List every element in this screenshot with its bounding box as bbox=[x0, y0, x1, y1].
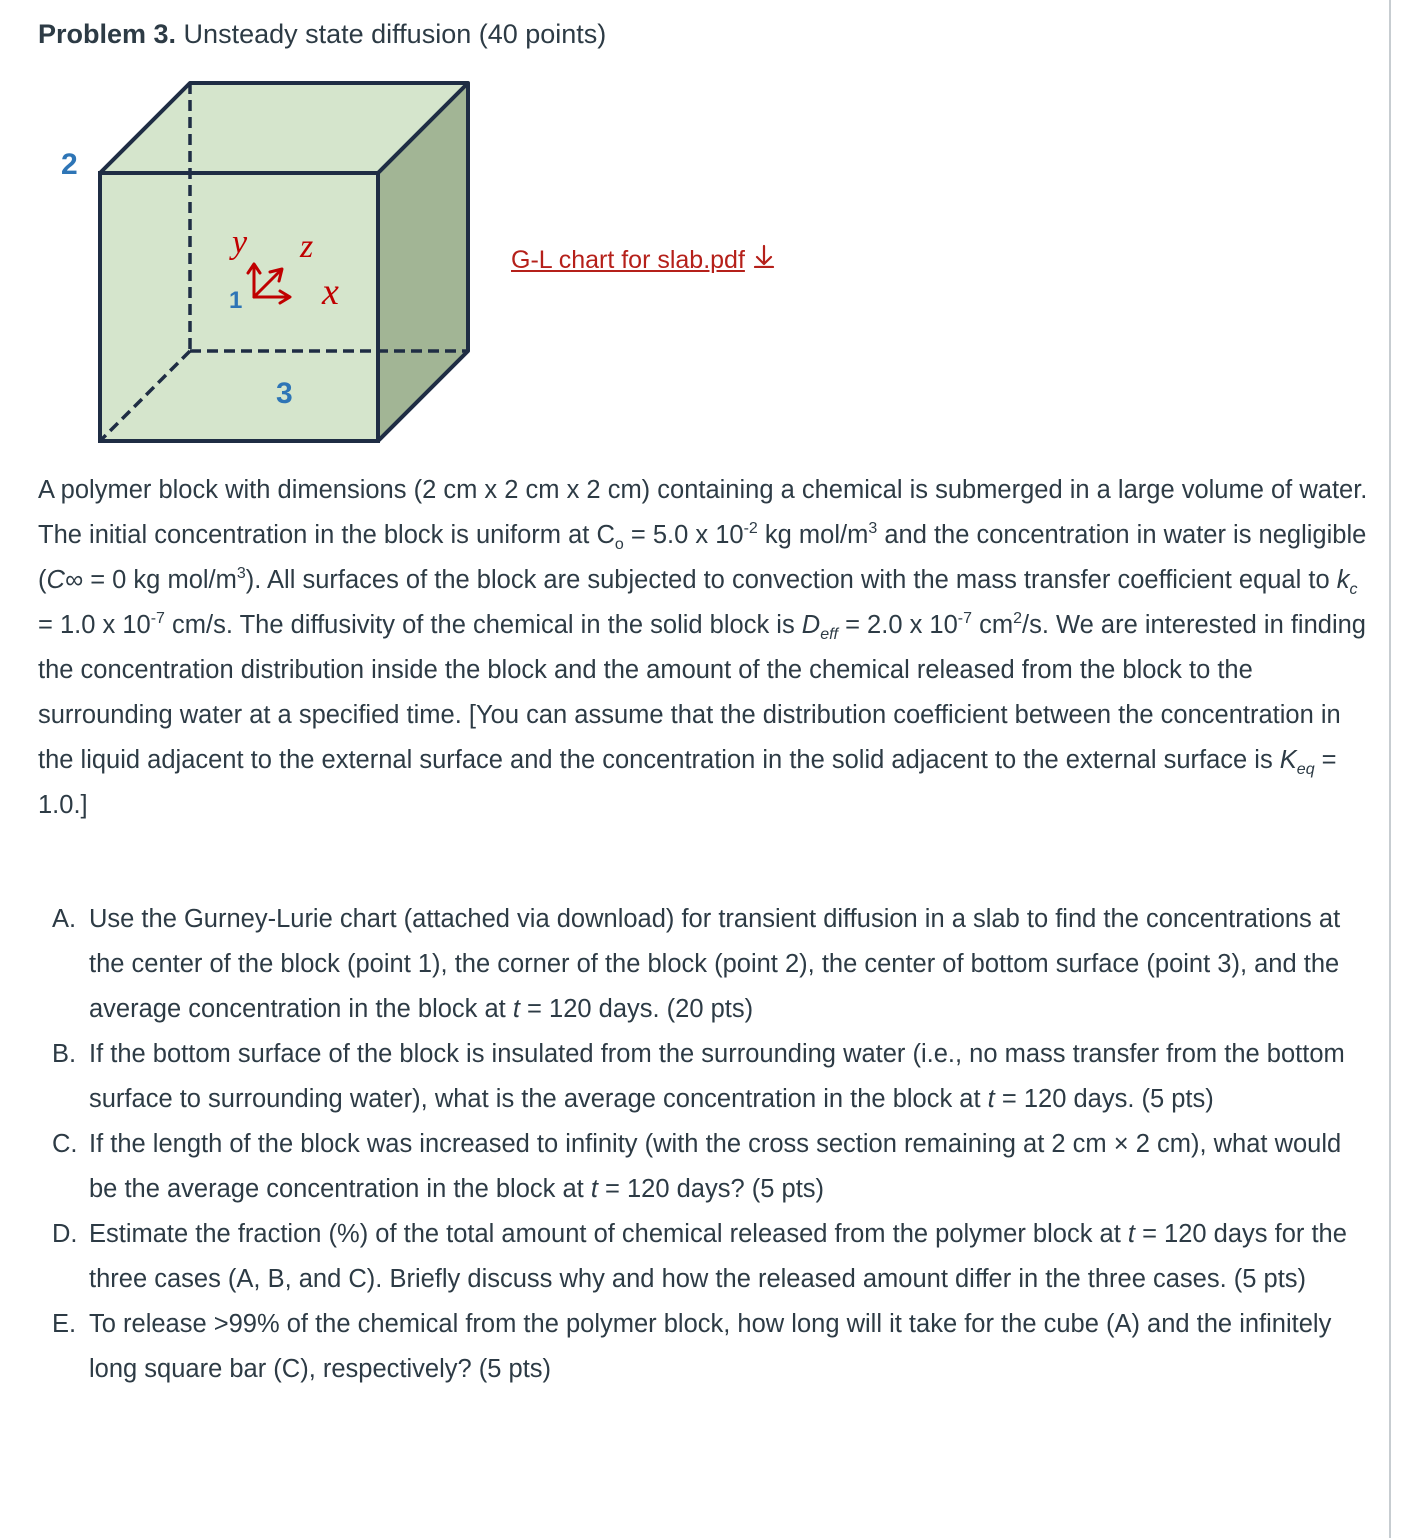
axis-label-x: x bbox=[322, 271, 339, 313]
question-item: A. Use the Gurney-Lurie chart (attached via download) for transient diffusion in a slab to find the concentrations at the center of the block (point 1), the corner of the block (point 2), the center of bottom surface (point 3), and the average concentration in the block at t = 120 days. (20 pts) bbox=[52, 905, 1341, 1023]
question-item: C. If the length of the block was increased to infinity (with the cross section remaining at 2 cm × 2 cm), what would be the average concentration in the block at t = 120 days? (5 pts) bbox=[52, 1130, 1342, 1203]
content-right-border bbox=[1389, 0, 1391, 1538]
cube-diagram bbox=[55, 75, 485, 455]
axis-label-z: z bbox=[300, 228, 314, 265]
point-label-3: 3 bbox=[276, 377, 293, 410]
question-item: E. To release >99% of the chemical from the polymer block, how long will it take for the cube (A) and the infinitely long square bar (C), respectively? (5 pts) bbox=[52, 1310, 1332, 1383]
problem-title-text: Unsteady state diffusion (40 points) bbox=[176, 19, 607, 49]
axis-label-y: y bbox=[232, 224, 248, 261]
question-item: B. If the bottom surface of the block is insulated from the surrounding water (i.e., no mass transfer from the bottom surface to surrounding water), what is the average concentration in the block at t = 120 days. (5 pts) bbox=[52, 1040, 1345, 1113]
point-label-2: 2 bbox=[61, 148, 78, 181]
attachment-row bbox=[511, 242, 775, 279]
point-label-1: 1 bbox=[229, 287, 243, 314]
problem-description: A polymer block with dimensions (2 cm x 2 cm x 2 cm) containing a chemical is submerged in a large volume of water. The initial concentration in the block is uniform at $C_o = 5.0$ x $10^{-2}$ kg mol/$m^3$ and the concentration in water is negligible (C∞ = 0 kg mol/$m^3$). All surfaces of the block are subjected to convection with the mass transfer coefficient equal to $k_c = 1.0$ x $10^{-7}$ cm/s. The diffusivity of the chemical in the solid block is $D_{eff} = 2.0$ x $10^{-7}$ $cm^2/s$. We are interested in finding the concentration distribution inside the block and the amount of the chemical released from the block to the surrounding water at a specified time. [You can assume that the distribution coefficient between the concentration in the liquid adjacent to the external surface and the concentration in the solid adjacent to the external surface is $K_{eq} = 1.0$.] bbox=[38, 476, 1368, 819]
question-list bbox=[52, 897, 1362, 1392]
attachment-link[interactable]: G-L chart for slab.pdf bbox=[511, 246, 745, 274]
question-item: D. Estimate the fraction (%) of the total amount of chemical released from the polymer block at t = 120 days for the three cases (A, B, and C). Briefly discuss why and how the released amount differ in the three cases. (5 pts) bbox=[52, 1220, 1347, 1293]
download-arrow-icon[interactable] bbox=[753, 243, 775, 279]
problem-title bbox=[38, 14, 606, 54]
problem-number: Problem 3. bbox=[38, 19, 177, 49]
